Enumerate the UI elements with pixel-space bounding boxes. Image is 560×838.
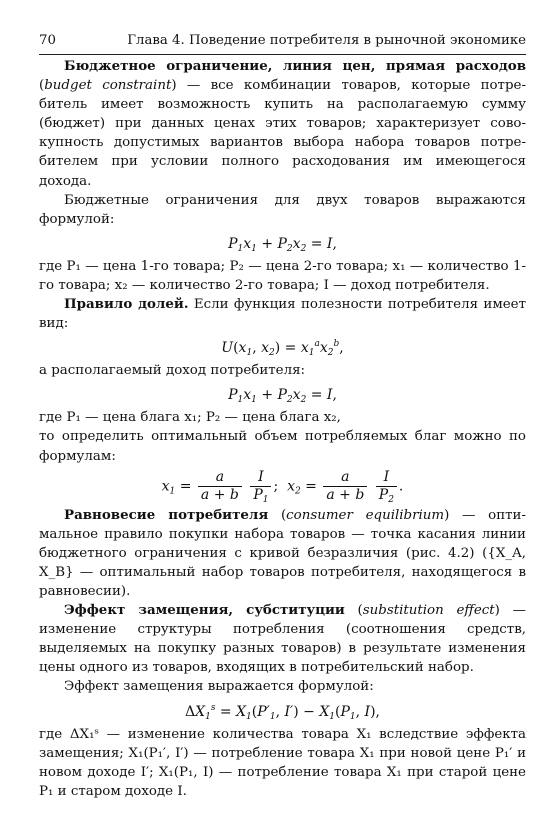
equilibrium-definition-text: — оптимальное правило покупки набора товаров — точка касания линии бюджетного ограничения с кривой безразличия (рис. 4.2) ({X_A, X_B} — оптимальный набор товаров потребителя, находящегося в равновесии). bbox=[39, 507, 526, 599]
equilibrium-term: Равновесие потребителя bbox=[64, 506, 269, 523]
budget-explanation: где P₁ — цена 1-го товара; P₂ — цена 2-го товара; x₁ — количество 1-го товара; x₂ — количество 2-го товара; I — доход потребителя. bbox=[39, 258, 526, 293]
page-number: 70 bbox=[39, 33, 56, 48]
budget-formula: $P_1x_1 + P_2x_2 = I$, bbox=[228, 235, 337, 254]
shares-term: Правило долей. bbox=[64, 296, 189, 313]
equilibrium-term-en: consumer equilibrium bbox=[286, 507, 445, 523]
income-formula: $P_1x_1 + P_2x_2 = I$, bbox=[228, 387, 337, 406]
shares-intro: Если функция полезности потребителя имеет вид: bbox=[39, 297, 526, 332]
utility-formula: $U(x_1$, $x_2) = x_1^ax_2^b$, bbox=[221, 339, 344, 359]
page-body bbox=[39, 57, 526, 801]
budget-definition: Бюджетное ограничение, линия цен, прямая расходов (budget constraint) — все комбинации товаров, которые потребитель имеет возможность купить на располагаемую сумму (бюджет) при данных ценах этих товаров; характеризует совокупность допустимых вариантов выбора набора товаров потребителем при условии полного расходования им имеющегося дохода. bbox=[39, 58, 526, 189]
income-intro: а располагаемый доход потребителя: bbox=[39, 363, 306, 379]
substitution-definition-text: — изменение структуры потребления (соотношения средств, выделяемых на покупку разных товаров) в результате изменения цены одного из товаров, входящих в потребительский набор. bbox=[39, 603, 527, 676]
substitution-definition: Эффект замещения, субституции (substitution effect) — изменение структуры потребления (соотношения средств, выделяемых на покупку разных товаров) в результате изменения цены одного из товаров, входящих в потребительский набор. bbox=[39, 602, 527, 676]
substitution-formula: $\Delta X_1^s = X_1(P'_1$, $I') - X_1(P_1$, I), bbox=[184, 702, 381, 722]
budget-term: Бюджетное ограничение, линия цен, прямая расходов bbox=[64, 58, 526, 74]
budget-formula-intro: Бюджетные ограничения для двух товаров выражаются формулой: bbox=[39, 192, 526, 227]
header-rule bbox=[39, 54, 526, 55]
substitution-formula-intro: Эффект замещения выражается формулой: bbox=[64, 679, 374, 695]
optimal-intro: то определить оптимальный объем потребляемых благ можно по формулам: bbox=[39, 429, 526, 464]
shares-rule bbox=[39, 295, 526, 333]
optimal-formula: $x_1$ = $\frac{a}{a + b}$ $\frac{I}{P_1}$ ; $x_2$ = $\frac{a}{a + b}$ $\frac{I}{P_2}$ . bbox=[161, 468, 404, 505]
equilibrium-definition: Равновесие потребителя (consumer equilibrium) — оптимальное правило покупки набора товаров — точка касания линии бюджетного ограничения с кривой безразличия (рис. 4.2) ({X_A, X_B} — оптимальный набор товаров потребителя, находящегося в равновесии). bbox=[39, 506, 526, 599]
price-explanation: где P₁ — цена блага x₁; P₂ — цена блага x₂, bbox=[39, 410, 341, 426]
budget-term-en: budget constraint bbox=[44, 78, 172, 94]
substitution-term-en: substitution effect bbox=[362, 603, 495, 619]
running-title: Глава 4. Поведение потребителя в рыночной экономике bbox=[127, 33, 526, 48]
budget-definition-text: — все комбинации товаров, которые потребитель имеет возможность купить на располагаемую сумму (бюджет) при данных ценах этих товаров; характеризует совокупность допустимых вариантов выбора набора товаров потребителем при условии полного расходования им имеющегося дохода. bbox=[39, 78, 526, 189]
substitution-term: Эффект замещения, субституции bbox=[64, 602, 345, 619]
page-header bbox=[39, 31, 526, 53]
substitution-explanation: где ΔX₁ˢ — изменение количества товара X₁ вследствие эффекта замещения; X₁(P₁′, I′) — потребление товара X₁ при новой цене P₁′ и новом доходе I′; X₁(P₁, I) — потребление товара X₁ при старой цене P₁ и старом доходе I. bbox=[39, 726, 526, 799]
